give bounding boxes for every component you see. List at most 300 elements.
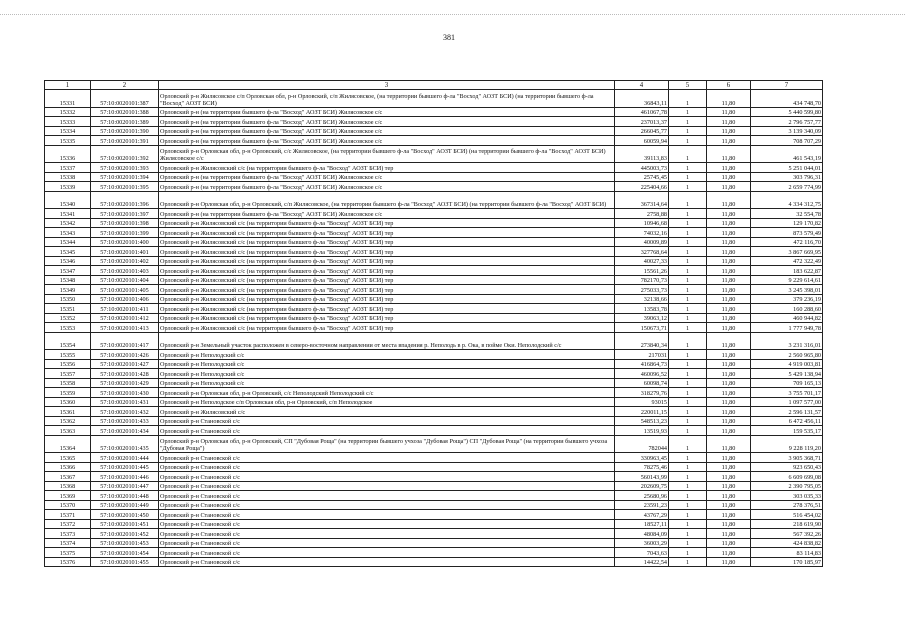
- value-cell: 923 650,43: [751, 462, 823, 472]
- row-number-cell: 15342: [45, 218, 91, 228]
- rate-cell: 11,80: [707, 416, 751, 426]
- value-cell: 9 229 614,61: [751, 275, 823, 285]
- address-cell: Орловский р-н Неполодское с/п Орловская обл, р-н Орловский, с/п Неполодское: [159, 397, 615, 407]
- row-number-cell: 15365: [45, 453, 91, 463]
- rate-cell: 11,80: [707, 126, 751, 136]
- area-cell: 150673,71: [615, 323, 669, 333]
- table-row: [45, 323, 823, 333]
- row-number-cell: 15350: [45, 294, 91, 304]
- address-cell: Орловский р-н Жилясовский с/с (на территории бывшего ф-ла "Восход" АОЗТ БСИ) тер: [159, 285, 615, 295]
- cadastral-number-cell: 57:10:0020101:445: [91, 462, 159, 472]
- cadastral-number-cell: 57:10:0020101:428: [91, 369, 159, 379]
- value-cell: 873 579,49: [751, 228, 823, 238]
- address-cell: Орловский р-н Жилясовский с/с (на территории бывшего ф-ла "Восход" АОЗТ БСИ) тер: [159, 304, 615, 314]
- area-cell: 237013,37: [615, 117, 669, 127]
- cadastral-number-cell: 57:10:0020101:427: [91, 359, 159, 369]
- count-cell: 1: [669, 557, 707, 567]
- count-cell: 1: [669, 462, 707, 472]
- row-number-cell: 15370: [45, 500, 91, 510]
- table-row: [45, 247, 823, 257]
- table-row: [45, 256, 823, 266]
- value-cell: 379 236,19: [751, 294, 823, 304]
- cadastral-number-cell: 57:10:0020101:387: [91, 90, 159, 108]
- table-row: [45, 416, 823, 426]
- row-number-cell: 15376: [45, 557, 91, 567]
- count-cell: 1: [669, 237, 707, 247]
- rate-cell: 11,80: [707, 209, 751, 219]
- value-cell: 3 139 340,09: [751, 126, 823, 136]
- rate-cell: 11,80: [707, 228, 751, 238]
- address-cell: Орловский р-н Жилясовский с/с (на территории бывшего ф-ла "Восход" АОЗТ БСИ) тер: [159, 275, 615, 285]
- value-cell: 434 748,70: [751, 90, 823, 108]
- rate-cell: 11,80: [707, 182, 751, 192]
- cadastral-number-cell: 57:10:0020101:397: [91, 209, 159, 219]
- count-cell: 1: [669, 266, 707, 276]
- table-row: [45, 359, 823, 369]
- count-cell: 1: [669, 126, 707, 136]
- rate-cell: 11,80: [707, 491, 751, 501]
- rate-cell: 11,80: [707, 350, 751, 360]
- cadastral-number-cell: 57:10:0020101:430: [91, 388, 159, 398]
- value-cell: 3 755 701,17: [751, 388, 823, 398]
- count-cell: 1: [669, 397, 707, 407]
- cadastral-number-cell: 57:10:0020101:435: [91, 435, 159, 453]
- cadastral-number-cell: 57:10:0020101:451: [91, 519, 159, 529]
- value-cell: 9 228 119,20: [751, 435, 823, 453]
- address-cell: Орловский р-н Жилясовское с/п Орловская обл, р-н Орловский, с/п Жилясовское, (на территории бывшего ф-ла "Восход" АОЗТ БСИ) (на территории бывшего ф-ла "Восход" АОЗТ БСИ): [159, 90, 615, 108]
- cadastral-number-cell: 57:10:0020101:395: [91, 182, 159, 192]
- area-cell: 74032,16: [615, 228, 669, 238]
- address-cell: Орловский р-н (на территории бывшего ф-ла "Восход" АОЗТ БСИ) Жилясовское с/с: [159, 107, 615, 117]
- cadastral-number-cell: 57:10:0020101:431: [91, 397, 159, 407]
- area-cell: 217031: [615, 350, 669, 360]
- count-cell: 1: [669, 435, 707, 453]
- value-cell: 303 796,31: [751, 172, 823, 182]
- row-number-cell: 15336: [45, 145, 91, 163]
- count-cell: 1: [669, 388, 707, 398]
- area-cell: 445003,73: [615, 163, 669, 173]
- cadastral-number-cell: 57:10:0020101:454: [91, 548, 159, 558]
- value-cell: 5 251 044,01: [751, 163, 823, 173]
- table-row: [45, 388, 823, 398]
- address-cell: Орловский р-н Становской с/с: [159, 538, 615, 548]
- address-cell: Орловский р-н Становской с/с: [159, 453, 615, 463]
- address-cell: Орловский р-н Жилясовский с/с (на территории бывшего ф-ла "Восход" АОЗТ БСИ) тер: [159, 323, 615, 333]
- table-row: [45, 378, 823, 388]
- area-cell: 39063,12: [615, 313, 669, 323]
- cadastral-number-cell: 57:10:0020101:403: [91, 266, 159, 276]
- row-number-cell: 15353: [45, 323, 91, 333]
- area-cell: 39113,83: [615, 145, 669, 163]
- address-cell: Орловский р-н (на территории бывшего ф-ла "Восход" АОЗТ БСИ) Жилясовское с/с: [159, 209, 615, 219]
- address-cell: Орловский р-н (на территории бывшего ф-ла "Восход" АОЗТ БСИ) Жилясовское с/с: [159, 136, 615, 146]
- row-number-cell: 15358: [45, 378, 91, 388]
- rate-cell: 11,80: [707, 369, 751, 379]
- header-cell-2: 2: [91, 81, 159, 90]
- area-cell: 36843,11: [615, 90, 669, 108]
- row-number-cell: 15356: [45, 359, 91, 369]
- rate-cell: 11,80: [707, 397, 751, 407]
- rate-cell: 11,80: [707, 510, 751, 520]
- table-row: [45, 294, 823, 304]
- count-cell: 1: [669, 304, 707, 314]
- cadastral-number-cell: 57:10:0020101:453: [91, 538, 159, 548]
- area-cell: 43767,29: [615, 510, 669, 520]
- cadastral-number-cell: 57:10:0020101:398: [91, 218, 159, 228]
- count-cell: 1: [669, 481, 707, 491]
- cadastral-number-cell: 57:10:0020101:400: [91, 237, 159, 247]
- row-number-cell: 15335: [45, 136, 91, 146]
- cadastral-number-cell: 57:10:0020101:390: [91, 126, 159, 136]
- value-cell: 32 554,78: [751, 209, 823, 219]
- row-number-cell: 15349: [45, 285, 91, 295]
- count-cell: 1: [669, 548, 707, 558]
- table-header-row: [45, 81, 823, 90]
- address-cell: Орловский р-н Становской с/с: [159, 481, 615, 491]
- count-cell: 1: [669, 529, 707, 539]
- rate-cell: 11,80: [707, 435, 751, 453]
- address-cell: Орловский р-н Становской с/с: [159, 557, 615, 567]
- count-cell: 1: [669, 256, 707, 266]
- area-cell: 48084,09: [615, 529, 669, 539]
- table-row: [45, 472, 823, 482]
- value-cell: 6 609 699,08: [751, 472, 823, 482]
- count-cell: 1: [669, 191, 707, 209]
- land-register-table: [44, 80, 823, 567]
- count-cell: 1: [669, 510, 707, 520]
- table-row: [45, 510, 823, 520]
- value-cell: 4 334 312,75: [751, 191, 823, 209]
- table-row: [45, 491, 823, 501]
- count-cell: 1: [669, 172, 707, 182]
- area-cell: 782170,73: [615, 275, 669, 285]
- rate-cell: 11,80: [707, 519, 751, 529]
- area-cell: 25680,96: [615, 491, 669, 501]
- cadastral-number-cell: 57:10:0020101:405: [91, 285, 159, 295]
- area-cell: 330963,45: [615, 453, 669, 463]
- row-number-cell: 15368: [45, 481, 91, 491]
- table-row: [45, 426, 823, 436]
- row-number-cell: 15364: [45, 435, 91, 453]
- cadastral-number-cell: 57:10:0020101:411: [91, 304, 159, 314]
- address-cell: Орловский р-н Жилясовский с/с (на территории бывшего ф-ла "Восход" АОЗТ БСИ) тер: [159, 256, 615, 266]
- count-cell: 1: [669, 491, 707, 501]
- cadastral-number-cell: 57:10:0020101:447: [91, 481, 159, 491]
- count-cell: 1: [669, 519, 707, 529]
- table-row: [45, 191, 823, 209]
- cadastral-number-cell: 57:10:0020101:434: [91, 426, 159, 436]
- rate-cell: 11,80: [707, 275, 751, 285]
- area-cell: 40027,33: [615, 256, 669, 266]
- row-number-cell: 15359: [45, 388, 91, 398]
- address-cell: Орловский р-н Становской с/с: [159, 519, 615, 529]
- count-cell: 1: [669, 407, 707, 417]
- rate-cell: 11,80: [707, 266, 751, 276]
- count-cell: 1: [669, 378, 707, 388]
- rate-cell: 11,80: [707, 304, 751, 314]
- count-cell: 1: [669, 275, 707, 285]
- cadastral-number-cell: 57:10:0020101:446: [91, 472, 159, 482]
- address-cell: Орловский р-н Жилясовский с/с (на территории бывшего ф-ла "Восход" АОЗТ БСИ) тер: [159, 163, 615, 173]
- value-cell: 2 596 131,57: [751, 407, 823, 417]
- row-number-cell: 15348: [45, 275, 91, 285]
- cadastral-number-cell: 57:10:0020101:396: [91, 191, 159, 209]
- rate-cell: 11,80: [707, 548, 751, 558]
- area-cell: 560143,99: [615, 472, 669, 482]
- area-cell: 60098,74: [615, 378, 669, 388]
- row-number-cell: 15346: [45, 256, 91, 266]
- value-cell: 4 919 003,81: [751, 359, 823, 369]
- cadastral-number-cell: 57:10:0020101:393: [91, 163, 159, 173]
- count-cell: 1: [669, 332, 707, 350]
- value-cell: 159 535,17: [751, 426, 823, 436]
- area-cell: 782044: [615, 435, 669, 453]
- table-row: [45, 209, 823, 219]
- rate-cell: 11,80: [707, 323, 751, 333]
- rate-cell: 11,80: [707, 218, 751, 228]
- table-row: [45, 275, 823, 285]
- address-cell: Орловский р-н Становской с/с: [159, 416, 615, 426]
- address-cell: Орловский р-н Орловская обл, р-н Орловский, с/п Жилясовское, (на территории бывшего ф-ла "Восход" АОЗТ БСИ) (на территории бывшего ф-ла "Восход" АОЗТ БСИ): [159, 191, 615, 209]
- cadastral-number-cell: 57:10:0020101:399: [91, 228, 159, 238]
- address-cell: Орловский р-н (на территории бывшего ф-ла "Восход" АОЗТ БСИ) Жилясовское с/с: [159, 172, 615, 182]
- cadastral-number-cell: 57:10:0020101:402: [91, 256, 159, 266]
- rate-cell: 11,80: [707, 332, 751, 350]
- table-row: [45, 350, 823, 360]
- table-row: [45, 529, 823, 539]
- area-cell: 2758,88: [615, 209, 669, 219]
- cadastral-number-cell: 57:10:0020101:413: [91, 323, 159, 333]
- table-row: [45, 172, 823, 182]
- header-cell-1: 1: [45, 81, 91, 90]
- area-cell: 15561,26: [615, 266, 669, 276]
- rate-cell: 11,80: [707, 529, 751, 539]
- table-row: [45, 481, 823, 491]
- value-cell: 83 114,83: [751, 548, 823, 558]
- table-row: [45, 538, 823, 548]
- area-cell: 416864,73: [615, 359, 669, 369]
- table-row: [45, 435, 823, 453]
- cadastral-number-cell: 57:10:0020101:388: [91, 107, 159, 117]
- row-number-cell: 15338: [45, 172, 91, 182]
- address-cell: Орловский р-н Становской с/с: [159, 548, 615, 558]
- rate-cell: 11,80: [707, 107, 751, 117]
- cadastral-number-cell: 57:10:0020101:417: [91, 332, 159, 350]
- cadastral-number-cell: 57:10:0020101:406: [91, 294, 159, 304]
- header-cell-4: 4: [615, 81, 669, 90]
- rate-cell: 11,80: [707, 359, 751, 369]
- rate-cell: 11,80: [707, 172, 751, 182]
- count-cell: 1: [669, 285, 707, 295]
- row-number-cell: 15347: [45, 266, 91, 276]
- cadastral-number-cell: 57:10:0020101:392: [91, 145, 159, 163]
- cadastral-number-cell: 57:10:0020101:391: [91, 136, 159, 146]
- row-number-cell: 15371: [45, 510, 91, 520]
- row-number-cell: 15354: [45, 332, 91, 350]
- rate-cell: 11,80: [707, 313, 751, 323]
- area-cell: 225404,66: [615, 182, 669, 192]
- value-cell: 218 619,90: [751, 519, 823, 529]
- row-number-cell: 15345: [45, 247, 91, 257]
- row-number-cell: 15332: [45, 107, 91, 117]
- value-cell: 461 543,19: [751, 145, 823, 163]
- value-cell: 472 116,70: [751, 237, 823, 247]
- table-row: [45, 397, 823, 407]
- row-number-cell: 15343: [45, 228, 91, 238]
- count-cell: 1: [669, 416, 707, 426]
- rate-cell: 11,80: [707, 500, 751, 510]
- count-cell: 1: [669, 117, 707, 127]
- table-row: [45, 228, 823, 238]
- rate-cell: 11,80: [707, 237, 751, 247]
- header-cell-3: 3: [159, 81, 615, 90]
- row-number-cell: 15360: [45, 397, 91, 407]
- table-row: [45, 237, 823, 247]
- count-cell: 1: [669, 453, 707, 463]
- table-row: [45, 548, 823, 558]
- rate-cell: 11,80: [707, 388, 751, 398]
- area-cell: 367314,64: [615, 191, 669, 209]
- cadastral-number-cell: 57:10:0020101:426: [91, 350, 159, 360]
- address-cell: Орловский р-н Жилясовский с/с (на территории бывшего ф-ла "Восход" АОЗТ БСИ) тер: [159, 218, 615, 228]
- cadastral-number-cell: 57:10:0020101:450: [91, 510, 159, 520]
- count-cell: 1: [669, 107, 707, 117]
- area-cell: 23591,23: [615, 500, 669, 510]
- area-cell: 78275,46: [615, 462, 669, 472]
- cadastral-number-cell: 57:10:0020101:389: [91, 117, 159, 127]
- rate-cell: 11,80: [707, 407, 751, 417]
- rate-cell: 11,80: [707, 90, 751, 108]
- area-cell: 202609,75: [615, 481, 669, 491]
- area-cell: 13583,78: [615, 304, 669, 314]
- address-cell: Орловский р-н (на территории бывшего ф-ла "Восход" АОЗТ БСИ) Жилясовское с/с: [159, 182, 615, 192]
- cadastral-number-cell: 57:10:0020101:429: [91, 378, 159, 388]
- cadastral-number-cell: 57:10:0020101:448: [91, 491, 159, 501]
- value-cell: 3 245 398,01: [751, 285, 823, 295]
- value-cell: 709 165,13: [751, 378, 823, 388]
- cadastral-number-cell: 57:10:0020101:432: [91, 407, 159, 417]
- address-cell: Орловский р-н Земельный участок расположен в северо-восточном направлении от места впадения р. Неполодь в р. Ока, в пойме Оки. Неполодский с/с: [159, 332, 615, 350]
- area-cell: 32138,66: [615, 294, 669, 304]
- count-cell: 1: [669, 359, 707, 369]
- address-cell: Орловский р-н (на территории бывшего ф-ла "Восход" АОЗТ БСИ) Жилясовское с/с: [159, 126, 615, 136]
- row-number-cell: 15362: [45, 416, 91, 426]
- rate-cell: 11,80: [707, 294, 751, 304]
- count-cell: 1: [669, 90, 707, 108]
- area-cell: 13519,93: [615, 426, 669, 436]
- value-cell: 5 440 599,80: [751, 107, 823, 117]
- rate-cell: 11,80: [707, 191, 751, 209]
- count-cell: 1: [669, 538, 707, 548]
- cadastral-number-cell: 57:10:0020101:455: [91, 557, 159, 567]
- count-cell: 1: [669, 145, 707, 163]
- row-number-cell: 15374: [45, 538, 91, 548]
- table-body: [45, 81, 823, 567]
- row-number-cell: 15331: [45, 90, 91, 108]
- table-row: [45, 519, 823, 529]
- value-cell: 303 035,33: [751, 491, 823, 501]
- count-cell: 1: [669, 350, 707, 360]
- address-cell: Орловский р-н Орловская обл, р-н Орловский, СП "Дубовая Роща" (на территории бывшего учхоза "Дубовая Роща") СП "Дубовая Роща" (на территории бывшего учхоза "Дубовая Роща"): [159, 435, 615, 453]
- address-cell: Орловский р-н Неполодский с/с: [159, 350, 615, 360]
- table-row: [45, 453, 823, 463]
- value-cell: 1 777 949,78: [751, 323, 823, 333]
- address-cell: Орловский р-н Неполодский с/с: [159, 378, 615, 388]
- area-cell: 40009,89: [615, 237, 669, 247]
- cadastral-number-cell: 57:10:0020101:394: [91, 172, 159, 182]
- count-cell: 1: [669, 136, 707, 146]
- rate-cell: 11,80: [707, 117, 751, 127]
- area-cell: 327768,64: [615, 247, 669, 257]
- area-cell: 266045,77: [615, 126, 669, 136]
- table-row: [45, 126, 823, 136]
- rate-cell: 11,80: [707, 256, 751, 266]
- address-cell: Орловский р-н Жилясовский с/с (на территории бывшего ф-ла "Восход" АОЗТ БСИ) тер: [159, 247, 615, 257]
- cadastral-number-cell: 57:10:0020101:412: [91, 313, 159, 323]
- address-cell: Орловский р-н Жилясовский с/с (на территории бывшего ф-ла "Восход" АОЗТ БСИ) тер: [159, 266, 615, 276]
- row-number-cell: 15352: [45, 313, 91, 323]
- row-number-cell: 15369: [45, 491, 91, 501]
- row-number-cell: 15334: [45, 126, 91, 136]
- value-cell: 1 097 577,00: [751, 397, 823, 407]
- address-cell: Орловский р-н Жилясовский с/с (на территории бывшего ф-ла "Восход" АОЗТ БСИ) тер: [159, 237, 615, 247]
- value-cell: 2 659 774,99: [751, 182, 823, 192]
- area-cell: 461067,78: [615, 107, 669, 117]
- area-cell: 275033,73: [615, 285, 669, 295]
- address-cell: Орловский р-н Становской с/с: [159, 510, 615, 520]
- table-row: [45, 557, 823, 567]
- rate-cell: 11,80: [707, 145, 751, 163]
- area-cell: 7043,63: [615, 548, 669, 558]
- count-cell: 1: [669, 426, 707, 436]
- value-cell: 516 454,02: [751, 510, 823, 520]
- value-cell: 2 796 757,77: [751, 117, 823, 127]
- row-number-cell: 15337: [45, 163, 91, 173]
- cadastral-number-cell: 57:10:0020101:444: [91, 453, 159, 463]
- count-cell: 1: [669, 369, 707, 379]
- count-cell: 1: [669, 228, 707, 238]
- address-cell: Орловский р-н Жилясовский с/с: [159, 407, 615, 417]
- count-cell: 1: [669, 500, 707, 510]
- row-number-cell: 15355: [45, 350, 91, 360]
- count-cell: 1: [669, 247, 707, 257]
- table-row: [45, 462, 823, 472]
- table-row: [45, 182, 823, 192]
- row-number-cell: 15373: [45, 529, 91, 539]
- value-cell: 3 905 368,71: [751, 453, 823, 463]
- count-cell: 1: [669, 218, 707, 228]
- address-cell: Орловский р-н Становской с/с: [159, 462, 615, 472]
- value-cell: 2 390 795,05: [751, 481, 823, 491]
- table-row: [45, 107, 823, 117]
- table-row: [45, 145, 823, 163]
- page-number: 381: [443, 33, 455, 42]
- address-cell: Орловский р-н Становской с/с: [159, 472, 615, 482]
- table-row: [45, 163, 823, 173]
- row-number-cell: 15366: [45, 462, 91, 472]
- table-row: [45, 117, 823, 127]
- table-row: [45, 332, 823, 350]
- value-cell: 170 185,97: [751, 557, 823, 567]
- table-row: [45, 136, 823, 146]
- value-cell: 460 944,82: [751, 313, 823, 323]
- table-row: [45, 313, 823, 323]
- row-number-cell: 15367: [45, 472, 91, 482]
- rate-cell: 11,80: [707, 557, 751, 567]
- row-number-cell: 15340: [45, 191, 91, 209]
- cadastral-number-cell: 57:10:0020101:449: [91, 500, 159, 510]
- address-cell: Орловский р-н Орловская обл, р-н Орловский, с/с Жилясовское, (на территории бывшего ф-ла "Восход" АОЗТ БСИ) (на территории бывшего ф-ла "Восход" АОЗТ БСИ) Жилясовское с/с: [159, 145, 615, 163]
